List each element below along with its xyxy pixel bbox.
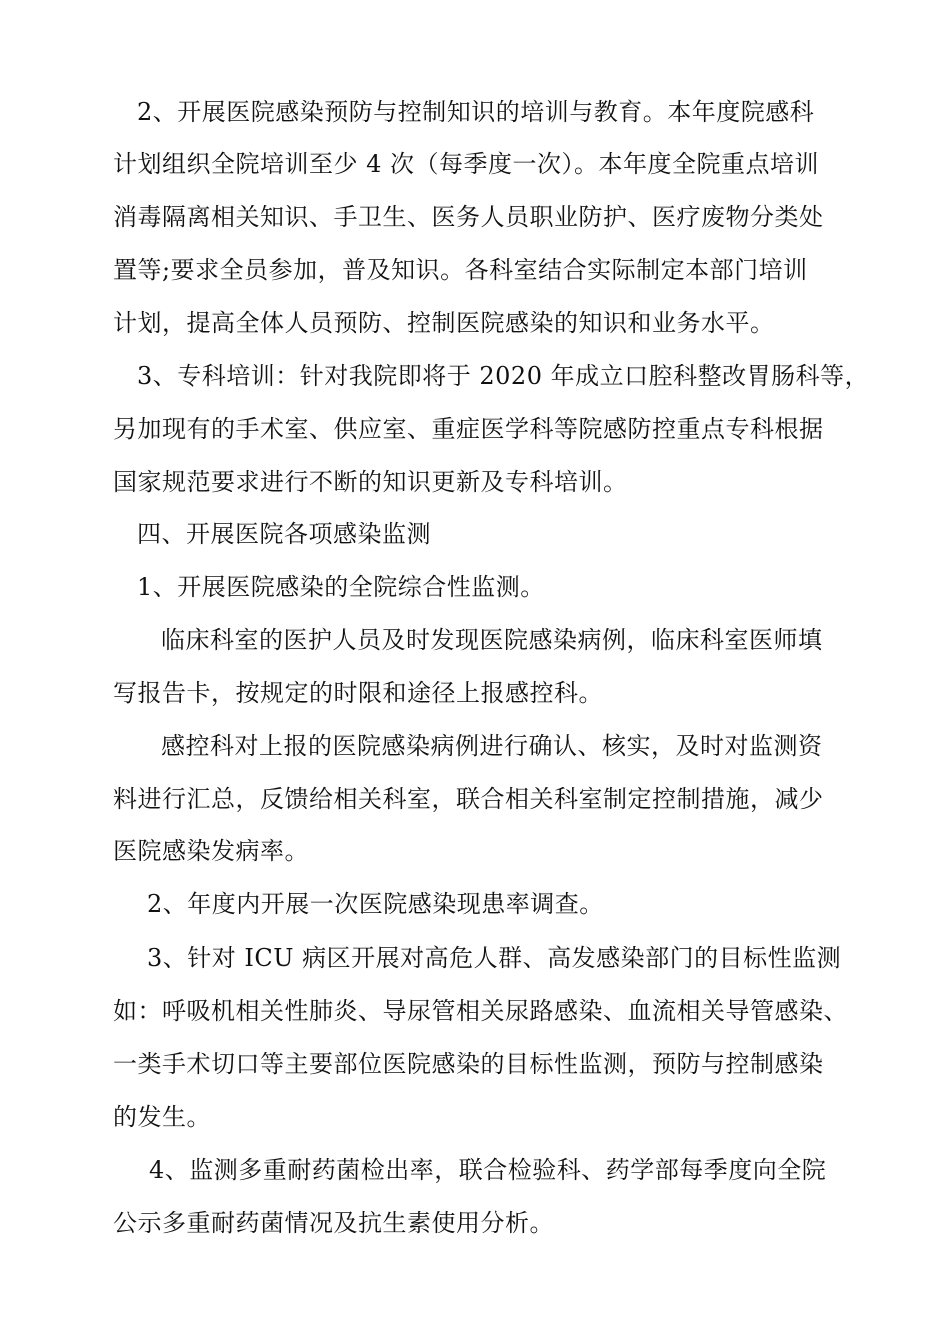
text-line: 如：呼吸机相关性肺炎、导尿管相关尿路感染、血流相关导管感染、 [113, 997, 848, 1025]
text-line: 料进行汇总，反馈给相关科室，联合相关科室制定控制措施，减少 [113, 785, 824, 813]
text-line: 感控科对上报的医院感染病例进行确认、核实，及时对监测资 [161, 732, 823, 760]
text-line: 消毒隔离相关知识、手卫生、医务人员职业防护、医疗废物分类处 [113, 203, 824, 231]
text-line: 的发生。 [113, 1103, 211, 1131]
section-heading: 四、开展医院各项感染监测 [137, 520, 431, 548]
text-line: 3、专科培训：针对我院即将于 2020 年成立口腔科整改胃肠科等， [137, 362, 870, 390]
text-line: 医院感染发病率。 [113, 837, 309, 865]
text-line: 4、监测多重耐药菌检出率，联合检验科、药学部每季度向全院 [149, 1156, 827, 1184]
text-line: 计划，提高全体人员预防、控制医院感染的知识和业务水平。 [113, 309, 775, 337]
text-line: 另加现有的手术室、供应室、重症医学科等院感防控重点专科根据 [113, 415, 824, 443]
text-line: 1、开展医院感染的全院综合性监测。 [137, 573, 545, 601]
text-line: 公示多重耐药菌情况及抗生素使用分析。 [113, 1209, 554, 1237]
text-line: 国家规范要求进行不断的知识更新及专科培训。 [113, 468, 628, 496]
text-line: 写报告卡，按规定的时限和途径上报感控科。 [113, 679, 603, 707]
text-line: 3、针对 ICU 病区开展对高危人群、高发感染部门的目标性监测 [147, 944, 842, 972]
text-line: 2、开展医院感染预防与控制知识的培训与教育。本年度院感科 [137, 98, 815, 126]
text-line: 置等;要求全员参加，普及知识。各科室结合实际制定本部门培训 [113, 256, 808, 284]
text-line: 2、年度内开展一次医院感染现患率调查。 [147, 890, 604, 918]
text-line: 临床科室的医护人员及时发现医院感染病例，临床科室医师填 [161, 626, 823, 654]
text-line: 一类手术切口等主要部位医院感染的目标性监测，预防与控制感染 [113, 1050, 824, 1078]
text-line: 计划组织全院培训至少 4 次（每季度一次）。本年度全院重点培训 [113, 150, 820, 178]
